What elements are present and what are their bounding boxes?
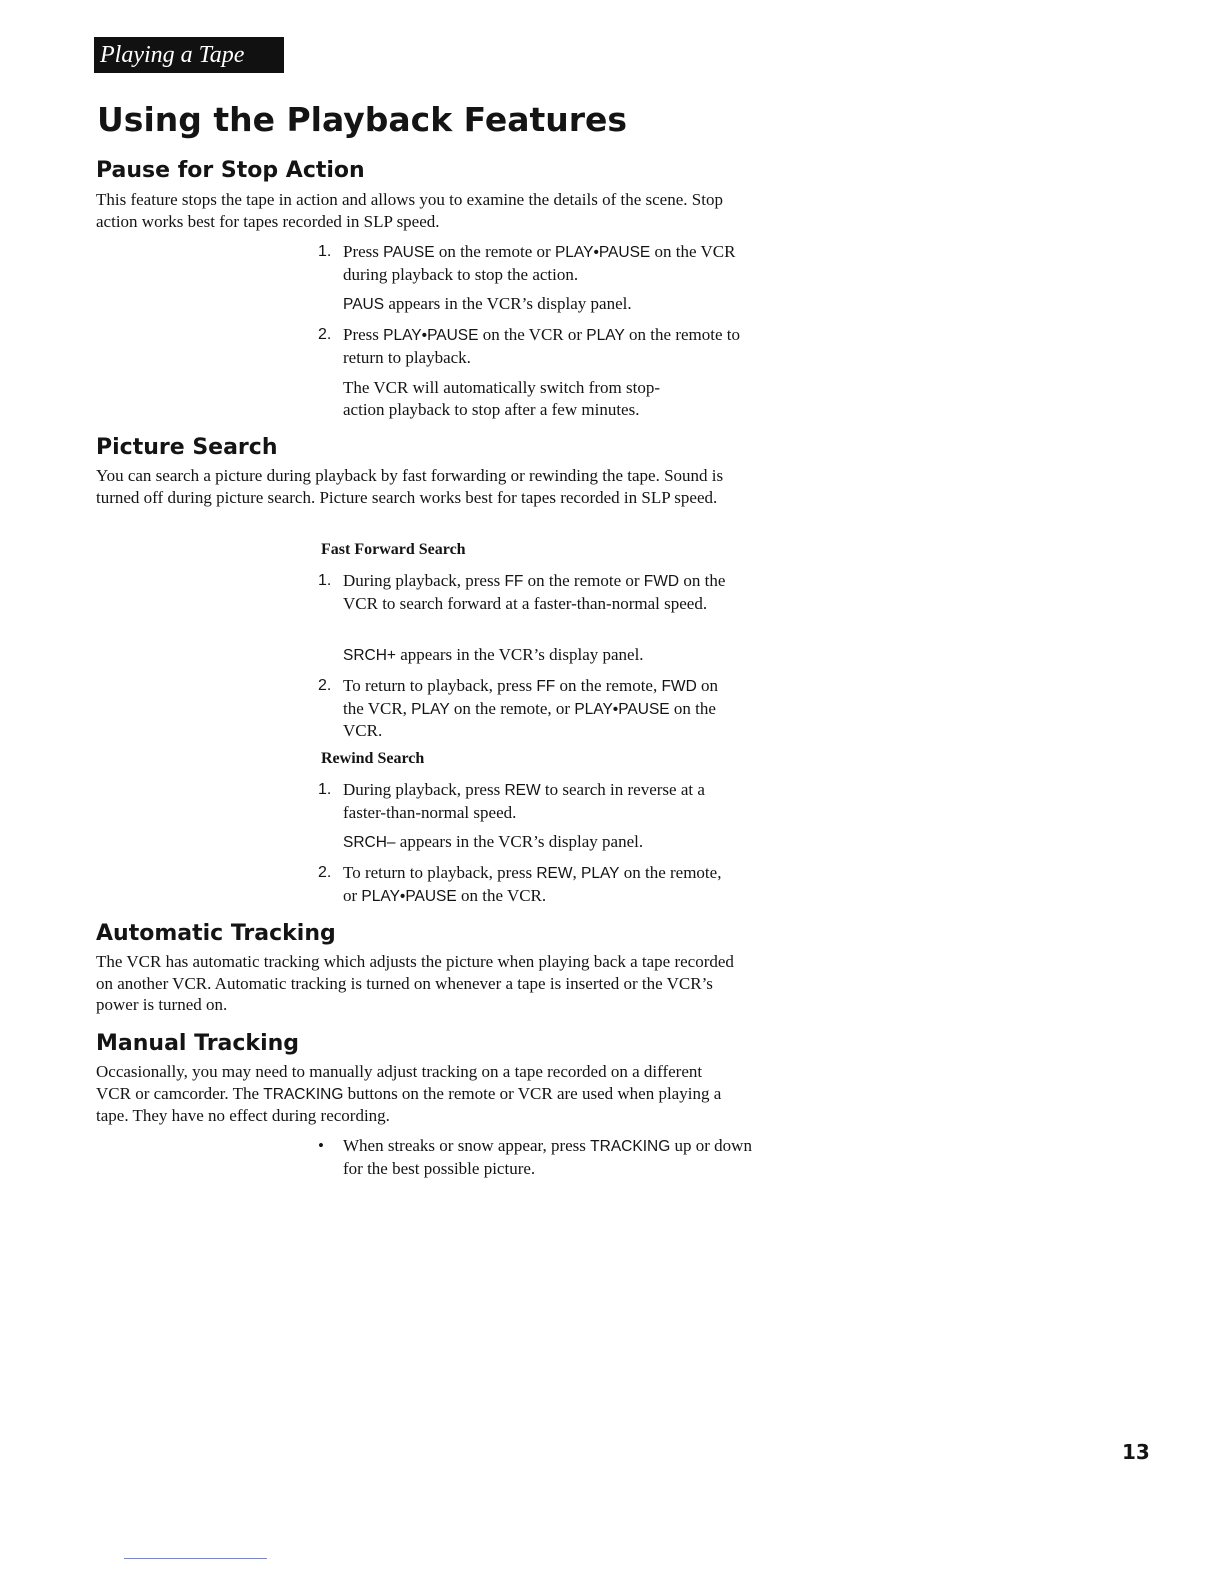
- heading-pause-stop-action: Pause for Stop Action: [96, 158, 365, 183]
- heading-manual-tracking: Manual Tracking: [96, 1031, 300, 1056]
- bullet-icon: •: [318, 1136, 324, 1155]
- pause-step-1-note: PAUS appears in the VCR’s display panel.: [343, 294, 632, 313]
- subheading-fast-forward-search: Fast Forward Search: [321, 541, 466, 558]
- heading-picture-search: Picture Search: [96, 435, 278, 460]
- heading-automatic-tracking: Automatic Tracking: [96, 921, 336, 946]
- step-number: 1.: [318, 243, 332, 260]
- pause-intro: This feature stops the tape in action and allows you to examine the details of the scene. Stop action works best for tapes recorded in SLP speed.: [96, 190, 723, 231]
- ff-step-1: 1. During playback, press FF on the remote or FWD on the VCR to search forward at a faster-than-normal speed.: [318, 571, 726, 613]
- search-intro: You can search a picture during playback by fast forwarding or rewinding the tape. Sound is turned off during picture search. Picture search works best for tapes recorded in SLP speed.: [96, 466, 724, 507]
- step-number: 2.: [318, 326, 332, 343]
- rew-step-1-note: SRCH– appears in the VCR’s display panel.: [343, 832, 644, 851]
- step-number: 2.: [318, 864, 332, 881]
- rew-step-1: 1. During playback, press REW to search in reverse at a faster-than-normal speed.: [318, 780, 705, 822]
- bottom-divider: [124, 1558, 267, 1559]
- rew-step-2: 2. To return to playback, press REW, PLAY on the remote, or PLAY•PAUSE on the VCR.: [318, 863, 722, 905]
- page-title: Using the Playback Features: [97, 100, 628, 139]
- ff-step-2: 2. To return to playback, press FF on the remote, FWD on the VCR, PLAY on the remote, or PLAY•PAUSE on the VCR.: [318, 676, 719, 740]
- step-number: 2.: [318, 677, 332, 694]
- manual-tracking-text: Occasionally, you may need to manually adjust tracking on a tape recorded on a different VCR or camcorder. The TRACKING buttons on the remote or VCR are used when playing a tape. They have no effect during recording.: [96, 1062, 722, 1125]
- subheading-rewind-search: Rewind Search: [321, 750, 425, 767]
- section-tab: Playing a Tape: [94, 37, 284, 73]
- page-number: 13: [1122, 1440, 1150, 1464]
- ff-step-1-note: SRCH+ appears in the VCR’s display panel.: [343, 645, 644, 664]
- pause-step-2-note: The VCR will automatically switch from stop-action playback to stop after a few minutes.: [343, 378, 660, 419]
- step-number: 1.: [318, 781, 332, 798]
- automatic-tracking-text: The VCR has automatic tracking which adjusts the picture when playing back a tape recorded on another VCR. Automatic tracking is turned on whenever a tape is inserted or the VCR’s power is turned on.: [96, 952, 734, 1014]
- manual-tracking-bullet: • When streaks or snow appear, press TRACKING up or down for the best possible picture.: [318, 1136, 752, 1178]
- step-number: 1.: [318, 572, 332, 589]
- pause-step-1: 1. Press PAUSE on the remote or PLAY•PAUSE on the VCR during playback to stop the action.: [318, 242, 736, 284]
- pause-step-2: 2. Press PLAY•PAUSE on the VCR or PLAY on the remote to return to playback.: [318, 325, 740, 367]
